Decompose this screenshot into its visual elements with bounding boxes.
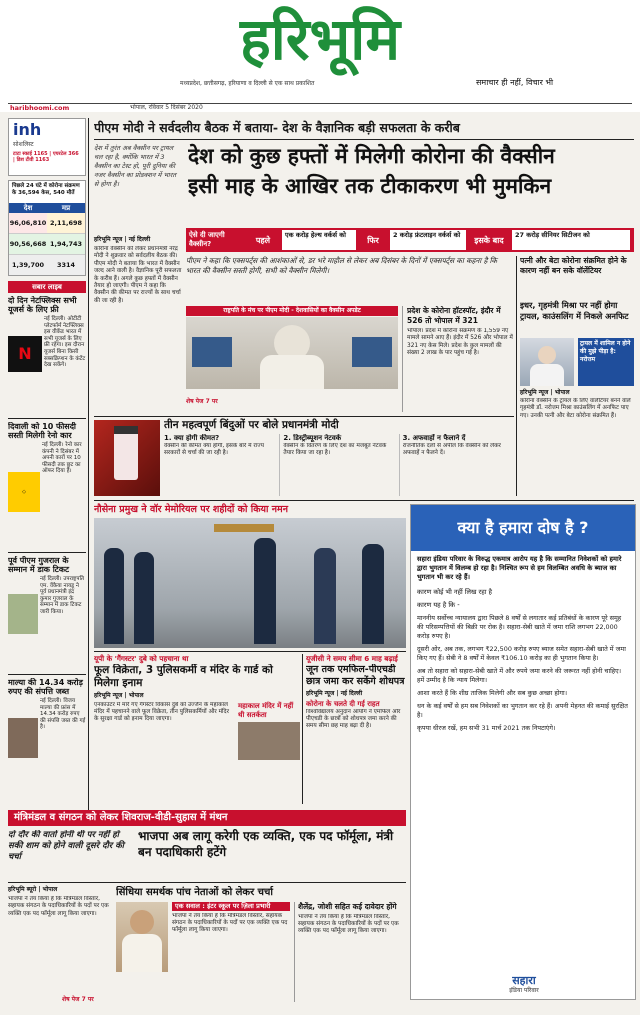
point-head: 1. क्या होगी कीमत?	[164, 434, 220, 442]
sahara-ad-p2: दूसरी ओर, अब तक, लगभग ₹22,500 करोड़ रुपए ब्याज समेत सहारा-सेबी खाते में जमा किए गए हैं। सेबी ने 8 वर्षों में केवल ₹106.10 करोड़ का ही भुगतान किया है।	[417, 645, 626, 662]
sahara-logo-sub: इंडिया परिवार	[509, 987, 539, 994]
lead-byline: हरिभूमि न्यूज | नई दिल्ली	[94, 236, 151, 243]
lead-quote: देश में तुरंत अब वैक्सीन पर ट्रायल चल रहा है, क्योंकि भारत में 3 वैक्सीन का टेस्ट हो, पूरी दुनिया की नजर वैक्सीन का प्रोडक्शन में भारत से होगा है।	[94, 144, 177, 188]
masthead-bar	[8, 103, 632, 111]
minister-photo	[520, 338, 574, 386]
corona-head-state: मप्र	[61, 204, 71, 212]
sidebar-story-title: दो दिन नेटफ्लिक्स सभी यूजर्स के लिए फ्री	[8, 296, 77, 314]
point-item	[399, 434, 514, 496]
story-box: महाकाल मंदिर में नहीं थी सतर्कता	[238, 702, 294, 719]
point-text: वैक्सीन की कीमत क्या होगी, इसके बारे में राज्य सरकारों से चर्चा की जा रही है।	[164, 443, 264, 457]
renault-logo: ◇	[8, 472, 40, 512]
story-title: फूल विक्रेता, 3 पुलिसकर्मी व मंदिर के गार्ड को मिलेगा इनाम	[94, 664, 273, 689]
shivraj-photo	[116, 902, 168, 972]
corona-head-country: देश	[23, 204, 33, 212]
sidebar-story	[8, 556, 86, 670]
bottom-continued: शेष पेज 7 पर	[62, 996, 94, 1003]
stamp-image	[8, 594, 38, 634]
sidebar-story-text: नई दिल्ली। ओटीटी प्लेटफॉर्म नेटफ्लिक्स इस वीकेंड भारत में सभी यूजर्स के लिए फ्री रहेगा। इस दौरान यूजर्स बिना किसी सब्सक्रिप्शन के कंटेंट देख सकेंगे।	[44, 316, 86, 369]
sahara-ad-q1: कारण कोई भी नहीं लिख रहा है	[417, 588, 493, 596]
chip-label: इसके बाद	[474, 235, 504, 245]
right-top-body: कोरोना वैक्सीन के ट्रायल के लिए वॉलेंटियर बनने वाले गृहमंत्री डॉ. नरोत्तम मिश्रा काउंसलिंग में अनफिट पाए गए। उनकी पत्नी और बेटा कोरोना संक्रमित हैं।	[520, 398, 631, 419]
lead-continued: शेष पेज 7 पर	[186, 398, 218, 405]
chip-detail: 2 करोड़ फ्रंटलाइन वर्कर्स को	[390, 230, 466, 250]
sahara-ad-p1: माननीय सर्वोच्च न्यायालय द्वारा पिछले 8 वर्षों से लगातार कई प्रतिबंधों के कारण पूरे समूह की परिसम्पत्तियों की बिक्री पर रोक है। सहारा-सेबी खाते में जमा राशि लगभग 22,000 करोड़ रुपए है।	[417, 614, 622, 640]
netflix-image: N	[8, 336, 42, 372]
chip-detail: एक करोड़ हेल्थ वर्कर्स को	[282, 230, 356, 250]
story-dubey	[94, 654, 300, 806]
right-top-byline: हरिभूमि न्यूज | भोपाल	[520, 389, 570, 396]
vaccine-vial-image	[94, 420, 160, 496]
vaccine-question: ऐसे दी जाएगी वैक्सीन?	[189, 231, 225, 248]
bottom-box2-title: शैलेंद्र, जोशी सहित कई दावेदार होंगे	[298, 902, 397, 911]
sidebar-story-title: दिवाली को 10 फीसदी सस्ती मिलेगी रेनो कार	[8, 422, 77, 440]
story-box: कोरोना के चलते दी गई राहत	[306, 700, 380, 708]
three-points	[164, 434, 514, 496]
corona-value: 1,39,700	[9, 255, 47, 275]
story-title: जून तक एमफिल-पीएचडी छात्र जमा कर सकेंगे शोधपत्र	[306, 664, 405, 687]
corona-box	[8, 180, 86, 276]
sahara-ad-p6: कृपया धीरज रखें, हम सभी 31 मार्च 2021 तक निपटाएंगे।	[417, 724, 556, 732]
bottom-subhead: सिंधिया समर्थक पांच नेताओं को लेकर चर्चा	[116, 887, 273, 898]
point-item	[164, 434, 275, 496]
story-ugc	[306, 654, 406, 806]
sahara-ad-p5: धन के कई वर्षों से हम सब निवेशकों का भुगतान कर रहे हैं। अपनी मेहनत की कमाई सुरक्षित है।	[417, 702, 628, 719]
corona-row	[9, 213, 85, 234]
dubey-photo	[238, 722, 300, 760]
sahara-ad-p4: आशा करते हैं कि शीघ्र ताजिक मिलेगी और सब कुछ अच्छा होगा।	[417, 689, 568, 697]
mallya-image	[8, 718, 38, 758]
sahara-ad-lead: सहारा इंडिया परिवार के विरुद्ध एकमात्र आरोप यह है कि सम्मानित निवेशकों को हमारे द्वारा भुगतान में विलम्ब हो रहा है। निश्चित रूप से हम विलम्बित अवधि के ब्याज का भुगतान भी कर रहे हैं।	[417, 555, 622, 581]
corona-value: 1,94,743	[47, 234, 85, 254]
sidebar-story	[8, 296, 86, 416]
sahara-ad-title: क्या है हमारा दोष है ?	[411, 505, 635, 551]
corona-value: 96,06,810	[9, 213, 47, 233]
minister-tag: ट्रायल में शामिल न होने की मुझे पीड़ा है: नरोत्तम	[578, 338, 634, 386]
sidebar-story	[8, 678, 86, 808]
bottom-box-text: भाजपा ने तय किया है कि मंत्रिमंडल विस्तार, सहायक संगठन के पदाधिकारियों के पदों पर एक व्यक्ति एक पद फॉर्मूला लागू किया जाएगा।	[172, 913, 288, 934]
website[interactable]: haribhoomi.com	[10, 104, 70, 112]
story-byline: हरिभूमि न्यूज | नई दिल्ली	[306, 690, 363, 697]
bottom-box-title: एक सवाल : इंटर स्कूल पर ज़िला प्रभारी	[172, 902, 290, 911]
navy-chief-photo	[94, 518, 406, 648]
point-head: 3. अफवाहों न फैलाने दें	[402, 434, 466, 442]
bottom-box	[172, 902, 290, 1002]
sidebar-story-text: नई दिल्ली। विजय माल्या की फ्रांस में 14.34 करोड़ रुपए की संपत्ति जब्त की गई है।	[40, 698, 86, 731]
point-text: राजनीतिक दलों से अपील कि वैक्सीन को लेकर अफवाहें न फैलने दें।	[402, 443, 501, 457]
bottom-text: भाजपा ने तय किया है कि मंत्रिमंडल विस्तार, सहायक संगठन के पदाधिकारियों के पदों पर एक व्यक्ति एक पद फॉर्मूला लागू किया जाएगा।	[8, 896, 109, 917]
lead-body: कोरोना वैक्सीन को लेकर प्रधानमंत्री नरेंद्र मोदी ने शुक्रवार को सर्वदलीय बैठक की। पीएम मोदी ने बताया कि भारत में वैक्सीन जल्द आने वाली है। वैज्ञानिक पूरी सफलता के करीब हैं। अगले कुछ हफ्तों में वैक्सीन तैयार हो जाएगी। पीएम ने कहा कि वैक्सीन की कीमत पर राज्यों के साथ चर्चा की जा रही है।	[94, 246, 182, 304]
bottom-band: मंत्रिमंडल व संगठन को लेकर शिवराज-वीडी-सुहास में मंथन	[8, 810, 406, 826]
three-points-title: तीन महत्वपूर्ण बिंदुओं पर बोले प्रधानमंत्री मोदी	[164, 419, 339, 431]
corona-value: 90,56,668	[9, 234, 47, 254]
mp-corona-title: प्रदेश के कोरोना हॉटस्पॉट, इंदौर में 526 तो भोपाल में 321	[407, 306, 501, 325]
bottom-byline: हरिभूमि ब्यूरो | भोपाल	[8, 886, 58, 893]
sidebar-story-title: माल्या की 14.34 करोड़ रुपए की संपत्ति जब्त	[8, 678, 83, 696]
mp-corona-body: भोपाल। प्रदेश में कोरोना संक्रमण के 1,559 नए मामले सामने आए हैं। इंदौर में 526 और भोपाल में 321 नए केस मिले। प्रदेश के कुल मामलों की संख्या 2 लाख के पार पहुंच गई है।	[407, 328, 513, 357]
story-text: एनकाउंटर में मारे गए गैंगस्टर विकास दुबे को उज्जैन के महाकाल मंदिर में पहचानने वाले फूल विक्रेता, तीन पुलिसकर्मियों और मंदिर के सुरक्षा गार्ड को इनाम दिया जाएगा।	[94, 702, 230, 723]
chip-label: पहले	[255, 235, 271, 245]
right-top-strip-title: पत्नी और बेटा कोरोना संक्रमित होने के कारण नहीं बन सके वॉलेंटियर	[520, 256, 627, 275]
sidebar-story	[8, 422, 86, 548]
ad-line: सोशलिस्ट	[13, 141, 34, 148]
story-kicker: यूपी के 'गैंगस्टर' दुबे को पहचाना था	[94, 654, 189, 663]
lead-subtext: पीएम ने कहा कि एक्सपर्ट्स की आशंकाओं से, डर भरे माहौल से लेकर अब दिसंबर के दिनों में एक्सपर्ट्स का कहना है कि भारत की वैक्सीन सस्ती होगी, सभी को वैक्सीन मिलेगी।	[186, 256, 498, 275]
edition-date: भोपाल, रविवार 5 दिसंबर 2020	[130, 104, 203, 111]
sahara-ad	[410, 504, 636, 1000]
chip-label: फिर	[367, 235, 379, 245]
masthead-logo: हरिभूमि	[239, 5, 401, 73]
sidebar-label: सबार लाइब	[8, 281, 86, 293]
ad-brand: inh	[13, 120, 42, 139]
bottom-box-2	[294, 902, 406, 1002]
lead-kicker: पीएम मोदी ने सर्वदलीय बैठक में बताया- देश के वैज्ञानिक बड़ी सफलता के करीब	[94, 120, 460, 135]
corona-row	[9, 234, 85, 255]
point-head: 2. डिस्ट्रीब्यूशन नेटवर्क	[283, 434, 342, 442]
lead-headline-2: इसी माह के आखिर तक टीकाकरण भी मुमकिन	[188, 174, 552, 198]
sidebar-story-text: नई दिल्ली। रेनो कार कंपनी ने दिसंबर में अपनी कारों पर 10 फीसदी तक छूट का ऑफर दिया है।	[42, 442, 82, 475]
corona-row	[9, 255, 85, 275]
ad-footer: टाटा स्काई 1165 | एयरटेल 366 | डिश टीवी 1163	[13, 151, 79, 163]
corona-value: 2,11,698	[47, 213, 85, 233]
masthead-tagline: मध्यप्रदेश, छत्तीसगढ़, हरियाणा व दिल्ली से एक साथ प्रकाशित	[180, 80, 315, 87]
vaccine-order-bar	[186, 228, 634, 252]
lead-headline-1: देश को कुछ हफ्तों में मिलेगी कोरोना की वैक्सीन	[188, 144, 555, 168]
mp-corona-box	[402, 306, 514, 412]
right-top-strip	[520, 256, 634, 300]
sahara-ad-q2: कारण यह है कि -	[417, 601, 460, 609]
pm-modi-photo	[186, 317, 398, 389]
story-text: विश्वविद्यालय अनुदान आयोग ने एमफिल और पीएचडी के छात्रों को शोधपत्र जमा करने की समय सीमा छह माह बढ़ा दी है।	[306, 709, 401, 730]
corona-intro: पिछले 24 घंटे में कोरोना संक्रमण के 36,594 केस, 540 मौतें	[12, 183, 80, 196]
story-kicker: यूजीसी ने समय सीमा 6 माह बढ़ाई	[306, 654, 398, 663]
mid-headline: नौसेना प्रमुख ने वॉर मेमोरियल पर शहीदों को किया नमन	[94, 504, 288, 515]
point-item	[279, 434, 394, 496]
sahara-ad-p3: अब तो सहारा को सहारा-सेबी खाते में और रुपये जमा करने की जरूरत नहीं होनी चाहिए। हमें उम्मीद है कि न्याय मिलेगा।	[417, 667, 622, 684]
photo-caption-bar: राष्ट्रपति के मंच पर पीएम मोदी - देशवासियों का वैक्सीन अपडेट	[186, 306, 398, 316]
sidebar-story-text: नई दिल्ली। उपराष्ट्रपति एम. वेंकैया नायडू ने पूर्व प्रधानमंत्री इंद्र कुमार गुजराल के सम्मान में डाक टिकट जारी किया।	[40, 576, 85, 615]
masthead	[0, 0, 640, 112]
left-ad	[8, 118, 86, 176]
sidebar-story-title: पूर्व पीएम गुजराल के सम्मान में डाक टिकट	[8, 556, 70, 574]
right-top-headline-visible: इधर, गृहमंत्री मिश्रा पर नहीं होगा ट्रायल, काउंसलिंग में निकले अनफिट	[520, 300, 629, 321]
bottom-box2-text: भाजपा ने तय किया है कि मंत्रिमंडल विस्तार, सहायक संगठन के पदाधिकारियों के पदों पर एक व्यक्ति एक पद फॉर्मूला लागू किया जाएगा।	[298, 913, 399, 934]
bottom-headline: भाजपा अब लागू करेगी एक व्यक्ति, एक पद फॉर्मूला, मंत्री बन पदाधिकारी हटेंगे	[138, 829, 394, 859]
bottom-quote: दो दौर की वार्ता होनी थी पर नहीं हो सकी शाम को होने वाली दूसरे दौर की चर्चा	[8, 830, 124, 862]
masthead-motto: समाचार ही नहीं, विचार भी	[476, 78, 554, 87]
point-text: वैक्सीन के वितरण के लिए देश का मजबूत नेटवर्क तैयार किया जा रहा है।	[283, 443, 387, 457]
chip-detail: 27 करोड़ सीनियर सिटीजन को	[512, 230, 630, 250]
story-byline: हरिभूमि न्यूज | भोपाल	[94, 692, 144, 699]
corona-value: 3314	[47, 255, 85, 275]
sahara-logo: सहारा	[512, 974, 536, 987]
